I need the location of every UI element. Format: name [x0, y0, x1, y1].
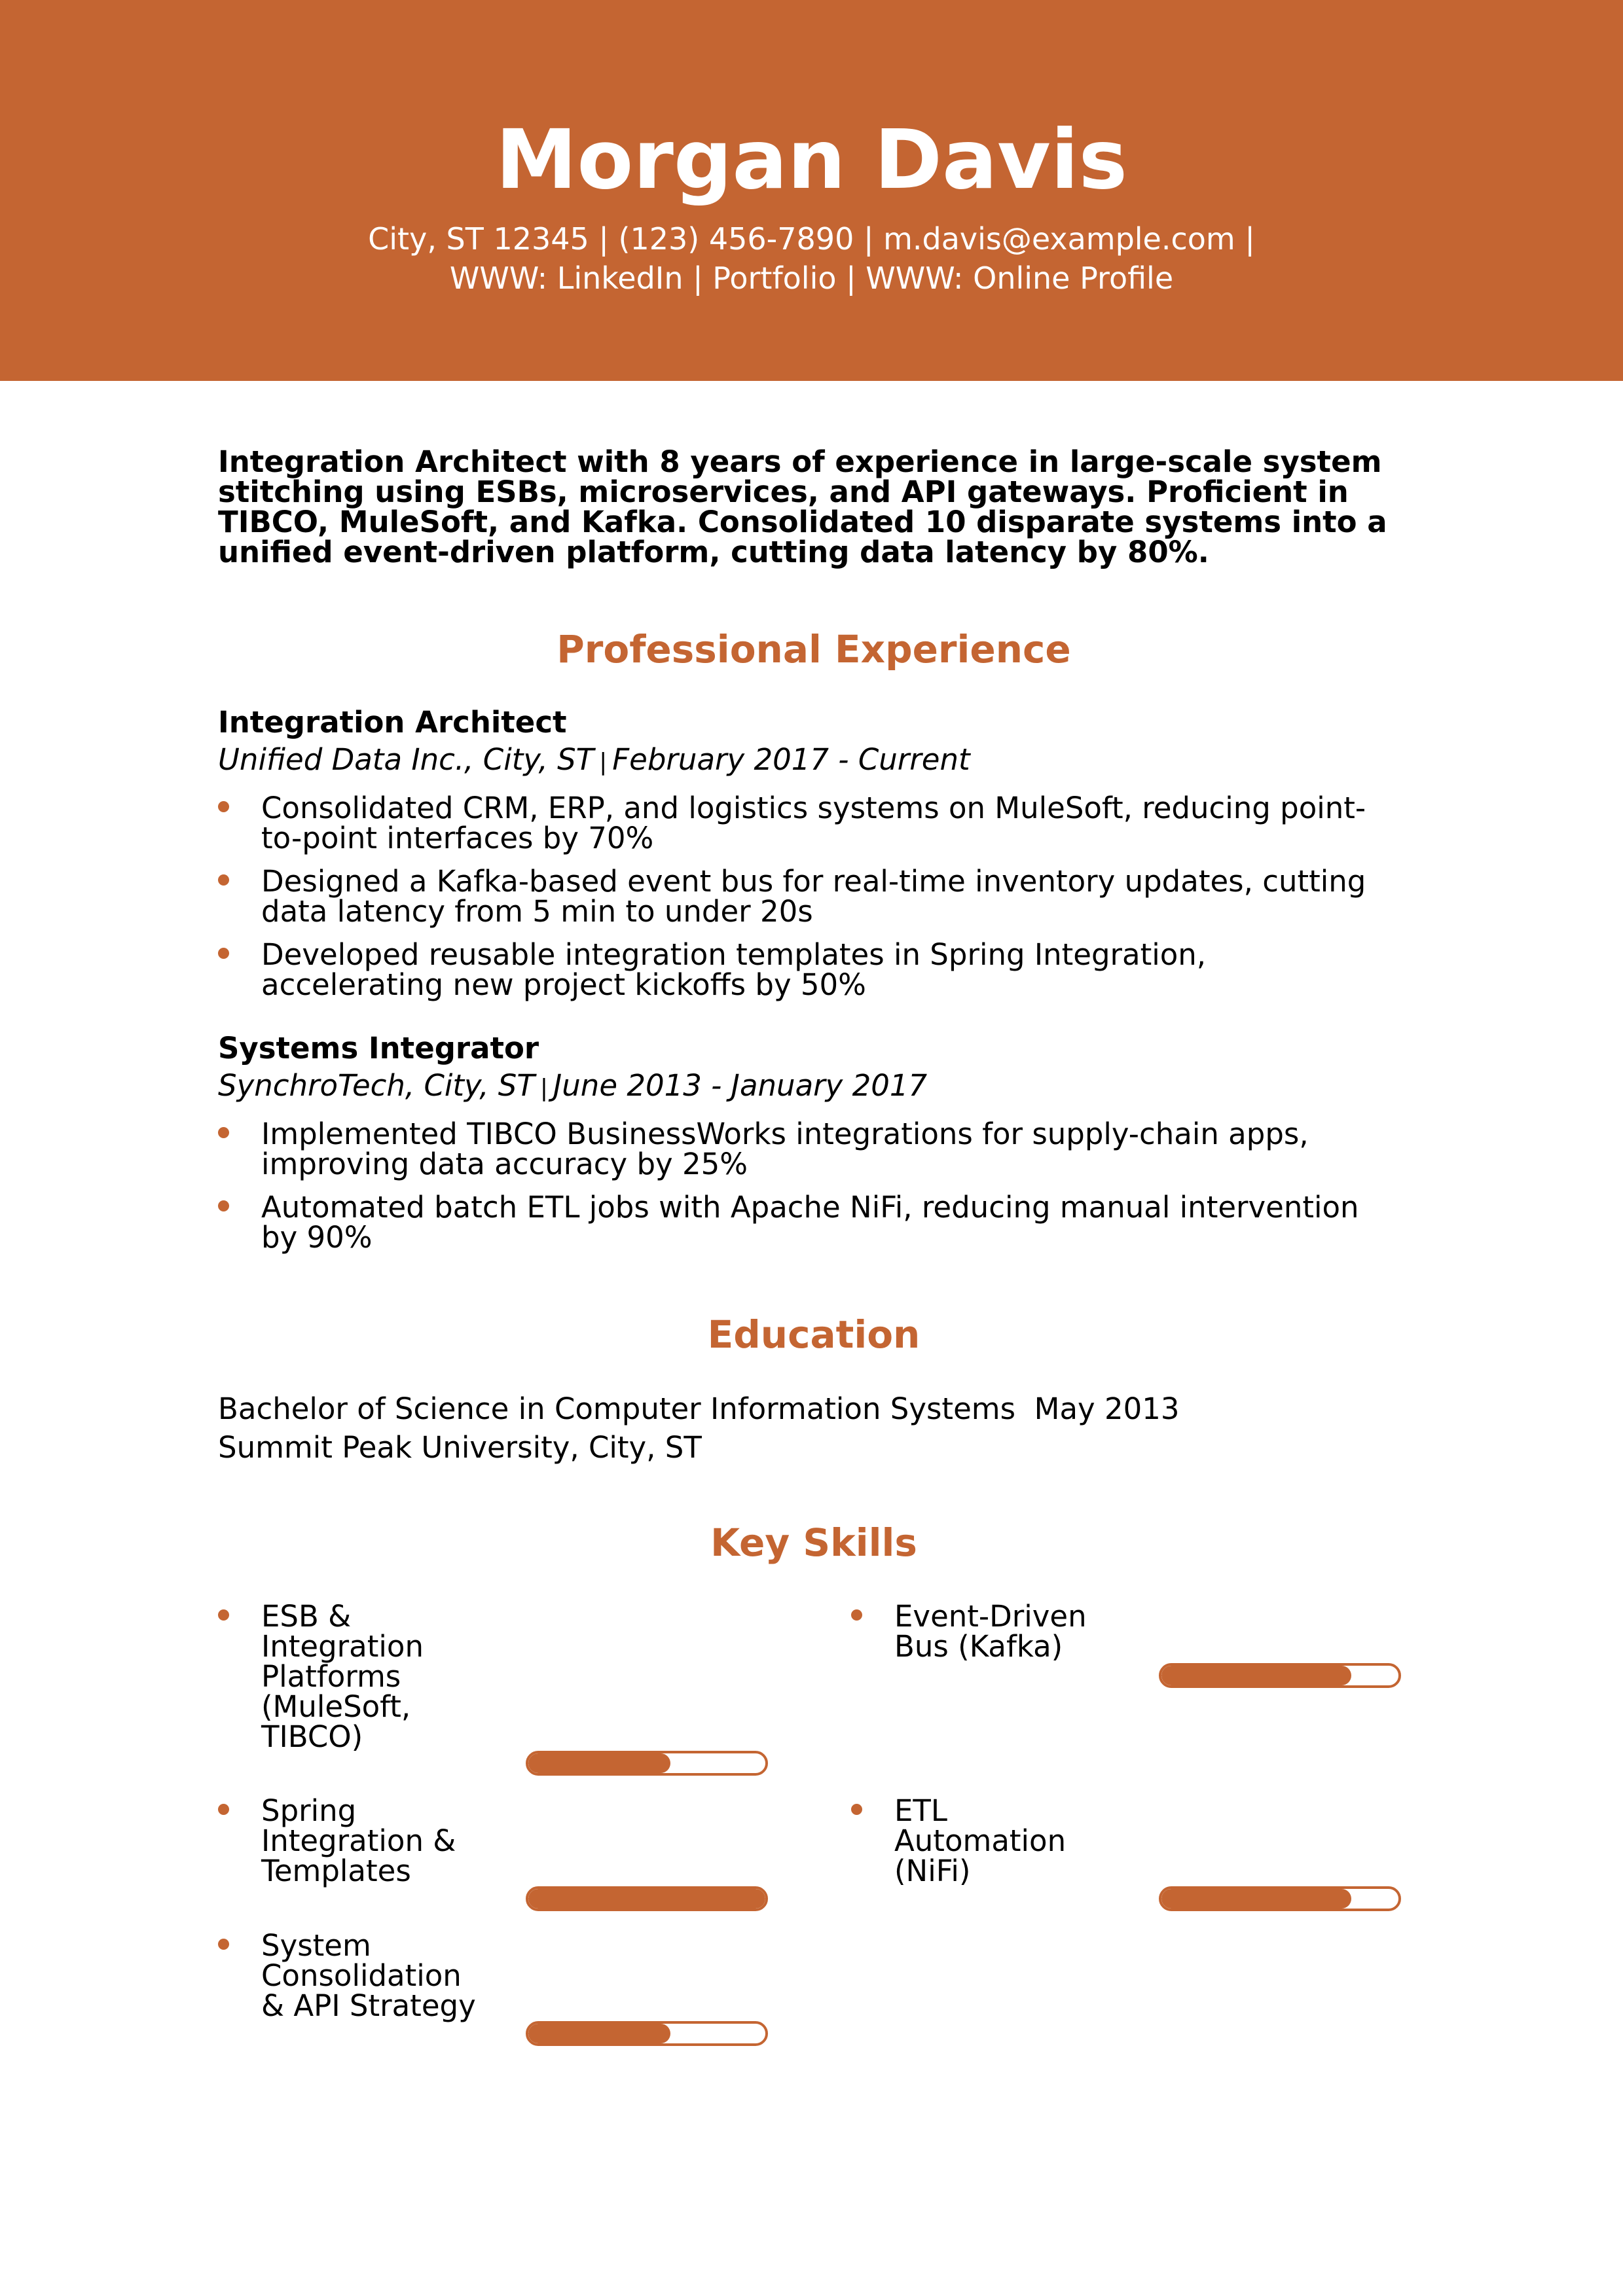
skill-label: ETL Automation (NiFi) — [894, 1793, 1067, 1888]
job-title: Systems Integrator — [218, 1031, 539, 1066]
bullet-text: Designed a Kafka-based event bus for real-time inventory updates, cutting data latency from 5 min to under 20s — [261, 864, 1366, 929]
skill-level-bar — [526, 1751, 768, 1776]
skill-level-bar — [526, 2021, 768, 2046]
skill-label: Spring Integration & Templates — [261, 1793, 456, 1888]
skill-level-bar — [526, 1886, 768, 1911]
skill-level-fill — [528, 1753, 670, 1773]
experience-heading: Professional Experience — [556, 627, 1071, 672]
skill-level-fill — [528, 1889, 765, 1909]
job-meta — [218, 742, 970, 781]
skills-heading: Key Skills — [710, 1520, 917, 1565]
bullet-text: Implemented TIBCO BusinessWorks integrations for supply-chain apps, improving data accuracy by 25% — [261, 1117, 1309, 1181]
job-separator: | — [539, 1075, 549, 1102]
bullet-dot-icon — [218, 1200, 229, 1211]
job-dates: February 2017 - Current — [612, 742, 970, 777]
bullet-dot-icon — [218, 801, 229, 812]
job-company: SynchroTech, City, ST — [218, 1068, 535, 1103]
skill-level-fill — [1161, 1889, 1351, 1909]
candidate-name: Morgan Davis — [495, 113, 1128, 207]
bullet-dot-icon — [218, 1609, 229, 1621]
skill-level-fill — [1161, 1666, 1351, 1685]
bullet-dot-icon — [851, 1804, 862, 1815]
job-separator: | — [599, 749, 608, 776]
education-degree-line — [218, 1390, 1180, 1428]
bullet-dot-icon — [218, 874, 229, 886]
bullet-dot-icon — [218, 1939, 229, 1950]
professional-summary: Integration Architect with 8 years of experience in large-scale system stitching using ESBs, microservices, and API gateways. Proficient in TIBCO, MuleSoft, and Kafka. Consolidated 10 disparate systems into a unified event-driven platform, cutting data latency by 80%. — [218, 444, 1387, 569]
education-heading: Education — [707, 1312, 921, 1357]
skill-label: Event-Driven Bus (Kafka) — [894, 1599, 1087, 1664]
bullet-dot-icon — [851, 1609, 862, 1621]
bullet-text: Automated batch ETL jobs with Apache NiFi, reducing manual intervention by 90% — [261, 1190, 1359, 1255]
bullet-text: Developed reusable integration templates in Spring Integration, accelerating new project kickoffs by 50% — [261, 937, 1207, 1002]
job-meta — [218, 1067, 927, 1107]
skill-label: System Consolidation & API Strategy — [261, 1928, 476, 2023]
education-date: May 2013 — [1034, 1391, 1180, 1426]
education-degree: Bachelor of Science in Computer Information Systems — [218, 1391, 1016, 1426]
contact-info — [0, 219, 1623, 298]
bullet-dot-icon — [218, 1804, 229, 1815]
skill-label: ESB & Integration Platforms (MuleSoft, TIBCO) — [261, 1599, 424, 1754]
bullet-dot-icon — [218, 1127, 229, 1138]
bullet-text: Consolidated CRM, ERP, and logistics systems on MuleSoft, reducing point-to-point interfaces by 70% — [261, 791, 1366, 855]
job-dates: June 2013 - January 2017 — [553, 1068, 928, 1103]
contact-line-1: City, ST 12345 | (123) 456-7890 | m.davis@example.com | — [368, 221, 1255, 257]
bullet-dot-icon — [218, 948, 229, 959]
job-company: Unified Data Inc., City, ST — [218, 742, 594, 777]
education-school: Summit Peak University, City, ST — [218, 1430, 702, 1465]
resume-header — [0, 0, 1623, 381]
contact-line-2: WWW: LinkedIn | Portfolio | WWW: Online Profile — [449, 260, 1174, 296]
skill-level-fill — [528, 2024, 670, 2043]
job-title: Integration Architect — [218, 705, 567, 740]
skill-level-bar — [1159, 1663, 1401, 1688]
skill-level-bar — [1159, 1886, 1401, 1911]
